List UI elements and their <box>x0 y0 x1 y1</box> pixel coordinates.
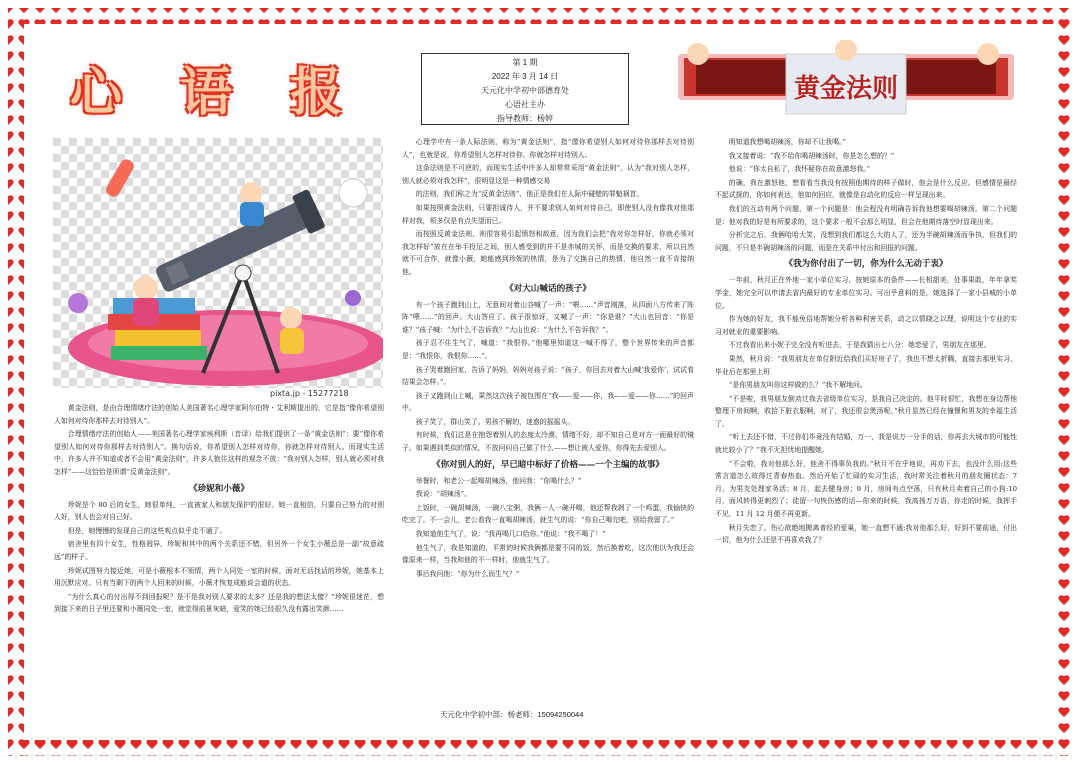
story-title: 《珍妮和小薇》 <box>188 483 250 494</box>
paragraph: 但是，她慢慢的发现自己的这些观点似乎走不通了。 <box>67 526 227 535</box>
paragraph: “不是啦，我男朋友倒劝过我去省级单位实习，是我自己决定的。他平时很忙，我想在身边帮他整理下房间啊，收拾下脏衣服啊，对了，我还很会煲汤呢。”秋月显然已经在憧憬和男友的幸福生活了。 <box>715 394 1017 428</box>
newspaper-page <box>40 40 1040 730</box>
paragraph: 孩子忍不住生气了，喊道：“我恨你。”他哪里知道这一喊不得了，整个世界传来的声音都是：“我恨你，我恨你……”。 <box>402 339 694 360</box>
paragraph: 明知道我想喝胡辣汤，你却不让我喝。” <box>728 138 847 146</box>
paragraph: 我又接着说：“我不给你喝胡辣汤时，你是怎么想的？” <box>728 151 895 160</box>
paragraph: 他说：“你太自私了，我怀疑你在故意激怒我。” <box>728 165 871 174</box>
illustration-credit: pixta.jp - 15277218 <box>270 389 349 398</box>
paragraph: 孩子笑了，群山笑了。男孩不解的，迷惑的摇摇头。 <box>415 417 575 426</box>
column-middle <box>402 136 694 581</box>
paragraph: 如果按照黄金法则，只要担诚待人，并不要求别人如何对待自己，即使别人没有像我对他那样对我，须多仅是有点失望而已。 <box>402 203 694 225</box>
column-left <box>54 402 384 617</box>
paragraph: 黄金法则，是由合理情绪疗法的创始人美国著名心理学家阿尔伯特・艾利斯提出的，它是指“像你希望别人如何对待你那样去对待别人”。 <box>54 404 384 425</box>
issue-teacher: 指导教师：杨婷 <box>497 114 553 123</box>
paragraph: 我们的互动有两个问题，第一个问题是：他会程没有明确告诉我他想要喝胡辣汤。第二个问题是：他对我的好是有所要求的，这个要求一般不会那么明显，但会在他期待落空时显现出来。 <box>715 204 1017 226</box>
paragraph: 有时候，我们总是在抱怨着别人的态度太冷漠、情绪不好，却不知自己是对方一面最好的镜子。如果遇到类似的情况，不放问问自己做了什么——想让被人爱你，你得先去爱别人。 <box>402 431 694 453</box>
paragraph: 分析完之后，我俩哈哈大笑，没想到我们都这么大的人了，还为半碗胡辣汤而争执，但我们的问题，不只是半碗胡辣汤的问题，而是在关系中付出和回报的问题。 <box>715 231 1017 252</box>
paragraph: 有一个孩子跑到山上，无意间对着山谷喊了一声：“喂……”声音刚落，从四面八方传来了阵阵“喂……”的回声。大山答应了。孩子很惊讶，又喊了一声：“你是谁？”大山也回音：“你是谁？”孩子喊：“为什么不告诉我？”大山也说：“为什么不告诉我？”。 <box>402 300 694 334</box>
paragraph: 珍妮是个 80 后的女生，她很单纯，一直被家人和朋友保护的很好。她一直相信，只要自己努力的对别人好，别人也会对自己好。 <box>54 500 384 522</box>
paragraph: 事后我问他：“你为什么而生气？” <box>415 569 520 578</box>
issue-date: 2022 年 3 月 14 日 <box>491 72 559 81</box>
paragraph: 珍妮试图努力接近她，可是小薇根本不领情，两个人同处一室的时候，面对无话找话的珍妮，她基本上用沉默应对。只有当剩下的两个人回来的时候，小薇才恢复成能说会道的状态。 <box>54 566 384 588</box>
paragraph: 他生气了，我是知道的，平常的时候我俩都是要不同的饭，然后换着吃，这次他以为我还会像原来一样，当我和他的不一样时，他就生气了。 <box>402 543 694 565</box>
paragraph: 我知道他生气了，说：“我再喝几口给你。”他说：“我不喝了！” <box>415 530 606 539</box>
story-title: 《对大山喊话的孩子》 <box>505 283 591 294</box>
paragraph: 我说：“胡辣汤”。 <box>415 490 472 499</box>
paragraph: 而按照反黄金法则，则很容易引起愤怒和敌意，因为我们会把“我对你怎样好，你就必须对我怎样好”放在在举手投足之间，别人感受到的并不是赤城的关怀，而是交换的要求，所以自然就不可合作，就像小薇，她能感到珍妮的热情，是为了交换自己的热情，他自然一直不肯接纳他。 <box>402 230 694 276</box>
golden-rule-banner <box>678 40 1014 115</box>
banner-title: 黄金法则 <box>793 74 899 104</box>
telescope-illustration <box>53 138 383 388</box>
paragraph: 上饭时，一碗胡辣汤，一碗八宝粥，我俩一人一碗开喝，他还帮我剥了一个鸡蛋，我愉快的吃完了。不一会儿，老公看我一直喝胡辣汤，就生气的说：“你自己喝完吧，别给我留了。” <box>402 503 694 525</box>
issue-info-box <box>421 53 629 125</box>
masthead-title: 心 语 报 <box>70 63 363 123</box>
paragraph: 孩子又跑到山上喊，果然这次孩子被包围在“我——爱——你，我——爱——你……”的回声中。 <box>402 391 694 413</box>
paragraph: “听上去还不错，不过你们毕竟没有结婚，万一，我是说万一分手的话，你再去大城市的可能性就比较小了？”我不无担忧地提醒她。 <box>715 433 1017 455</box>
story-title: 《我为你付出了一切，你为什么无动于衷》 <box>784 259 948 270</box>
footer-contact: 天元化中学初中部：杨老师：15094250044 <box>440 710 584 719</box>
issue-org: 天元化中学初中部德育处 <box>481 86 569 95</box>
paragraph: 的法则，我们称之为“反黄金法则”，他正是我们在人际中碰壁的罪魁祸首。 <box>415 190 644 199</box>
paragraph: “为什么真心的付出得不到回报呢？是不是我对别人要求的太多？还是我的想法太傻？”珍妮很迷茫，想到接下来的日子里还要和小薇同处一室，就觉得前景灰暗，爱笑的她已经很久没有露出笑颜…… <box>54 592 384 614</box>
issue-number: 第 1 期 <box>512 58 538 67</box>
paragraph: “是你男朋友叫你这样做的么？”我不解地问。 <box>728 381 867 390</box>
paragraph: 举餐时，和老公一起喝胡辣汤，他问我：“你喝什么？” <box>415 476 582 485</box>
paragraph: 的确，我在激怒他，想看看当我没有按照他期待的样子做时，他会是什么反应。但感情是最经不起试探的，你如何表达，他如何回应，就像是自动化的反应一样呈现出来。 <box>715 178 1017 200</box>
story-title: 《你对别人的好，早已暗中标好了价格——一个主编的故事》 <box>431 459 665 470</box>
issue-sponsor: 心语社主办 <box>505 100 545 109</box>
paragraph: 不过我看出来小妮子完全没有听进去，于是我猜出七八分：她恋爱了，男朋友在那里。 <box>728 341 991 350</box>
paragraph: 合理情绪疗法的创始人——美国著名心理学家埃利斯（音译）给我们提供了一条“黄金法则”：要“像你希望别人如何对待你那样去对待别人”。换句话说，你希望别人怎样对待你，你就怎样对待别人。而现实生活中，许多人并不知道或者不会用“黄金法则”，许多人抱住这样的观念不放：“我对别人怎样，别人就必须对我怎样”——这恰恰是所谓“反黄金法则”。 <box>54 430 384 476</box>
paragraph: 孩子哭着跑回家，告诉了妈妈，妈妈对孩子说：“孩子，你回去对着大山喊‘我爱你’，试试看结果会怎样。”。 <box>402 365 694 387</box>
paragraph: 作为她的好友，我不能免俗地帮她分析各种利害关系，动之以情晓之以理，说明这个专业的实习对就业的重要影响。 <box>715 315 1017 336</box>
paragraph: 宿舍里有四个女生，性格迥异，珍妮和其中的两个关系还不错，但另外一个女生小薇总是一副“故意疏远”的样子。 <box>54 540 384 561</box>
paragraph: 心理学中有一条人际法则，称为“黄金法则”，指“像你希望别人如何对待你那样去对待别人”，也就是说，你希望别人怎样对待你，你就怎样对待别人。 <box>402 138 694 159</box>
paragraph: 这条法则是不可逆的，而现实生活中许多人却常常采用“黄金法则”，认为“我对别人怎样，别人就必须对我怎样”，很明显这是一种情感交易 <box>402 164 694 185</box>
column-right <box>715 136 1017 548</box>
paragraph: 果然，秋月说：“我男朋友在单位附近给我们买好房子了，我也不想太折腾，直接去那里实习，毕业后在那里上班 <box>715 354 1017 376</box>
paragraph: 一年前，秋月正在外地一家小单位实习，按她原本的条件——长相甜美，处事果敢，年年拿奖学金，她完全可以申请去省内最好的专业单位实习。可出乎意料的是，她选择了一家小县城的小单位。 <box>715 276 1017 310</box>
paragraph: 秋月失恋了。伤心欲绝地搬离普经的爱巢，她一直想不通:我对他那么好，好到不要前途，付出一切，他为什么还是不再喜欢我了？ <box>715 523 1017 545</box>
paragraph: “不会啦，我对他那么好，他舍不得辜负我的。”秋月不在乎地说，再劝下去，也没什么用:这些常言道怎么故得过青春热血。然后开始了忙碌的实习生活，我时常关注着秋月的朋友圈状态：7 月，为男友处理家务活；8 月，起去健身房；9 月，房间有点空荡，只有秋月卖着自己的小狗:10 月，面风转得更刺烈了；徒留一句恢伤感的话—你来的时候，我高扬万万语，你走的时候，我挥手不见，11 月 12 月便不再更新。 <box>715 459 1017 519</box>
